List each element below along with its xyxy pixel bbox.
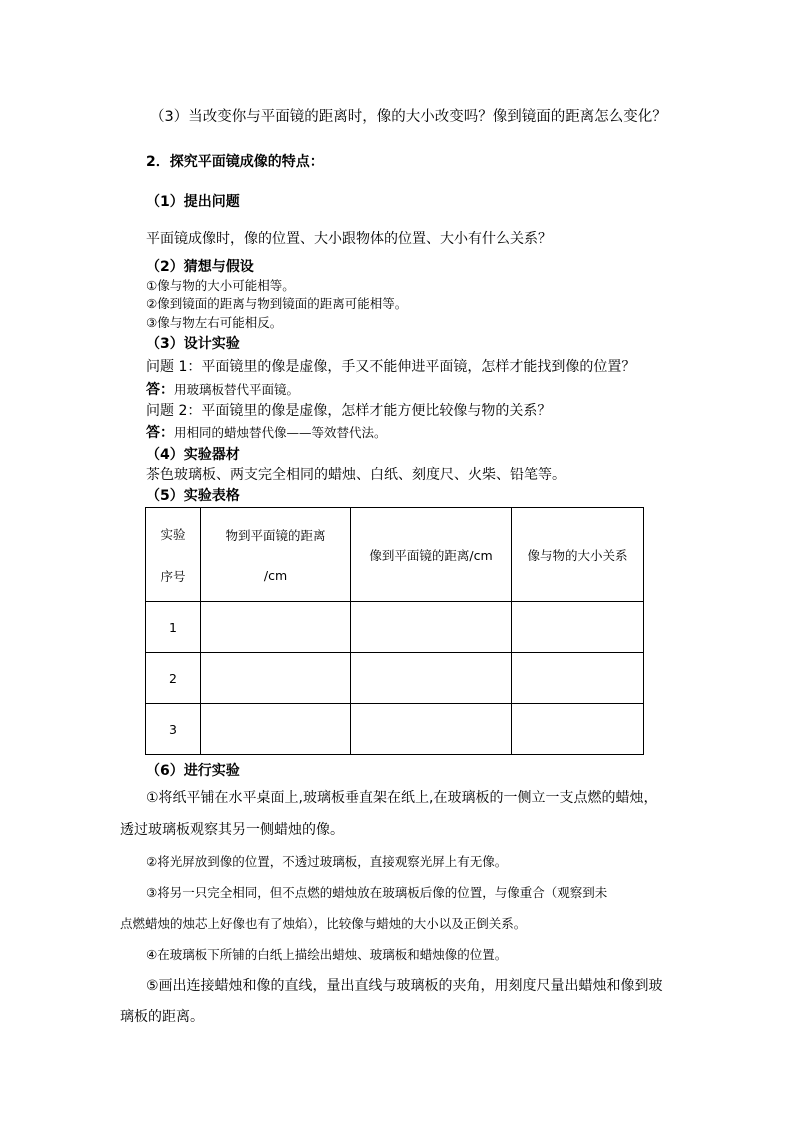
step-1-line-2: 透过玻璃板观察其另一侧蜡烛的像。 [120,822,344,838]
subsection-2-title: （2）猜想与假设 [146,259,254,275]
row-index: 2 [146,653,201,704]
step-5-line-2: 璃板的距离。 [120,1009,204,1025]
table-cell [201,704,351,755]
step-3-line-2: 点燃蜡烛的烛芯上好像也有了烛焰），比较像与蜡烛的大小以及正倒关系。 [120,916,527,931]
subsection-1-title: （1）提出问题 [146,194,240,210]
subsection-4-title: （4）实验器材 [146,447,240,463]
question-3: （3）当改变你与平面镜的距离时，像的大小改变吗？像到镜面的距离怎么变化？ [150,109,667,125]
header-index-line2: 序号 [160,568,186,584]
header-cell-image-distance: 像到平面镜的距离/cm [351,508,512,602]
header-cell-index [146,508,201,602]
step-1-line-1: ①将纸平铺在水平桌面上,玻璃板垂直架在纸上,在玻璃板的一侧立一支点燃的蜡烛， [146,790,658,806]
hypothesis-2: ②像到镜面的距离与物到镜面的距离可能相等。 [146,296,408,311]
subsection-6-title: （6）进行实验 [146,763,240,779]
hypothesis-1: ①像与物的大小可能相等。 [146,278,295,293]
step-5-line-1: ⑤画出连接蜡烛和像的直线，量出直线与玻璃板的夹角，用刻度尺量出蜡烛和像到玻 [146,978,663,994]
answer-2 [146,424,387,442]
answer-1 [146,381,299,399]
experiment-table [145,507,644,755]
header-object-distance-line2: /cm [263,568,288,583]
table-cell [512,704,644,755]
table-cell [351,704,512,755]
step-2: ②将光屏放到像的位置，不透过玻璃板，直接观察光屏上有无像。 [146,854,508,869]
step-3-line-1: ③将另一只完全相同，但不点燃的蜡烛放在玻璃板后像的位置，与像重合（观察到未 [146,885,608,900]
answer-label: 答： [146,425,174,441]
table-cell [351,602,512,653]
answer-1-text: 用玻璃板替代平面镜。 [174,382,300,397]
problem-2: 问题 2：平面镜里的像是虚像，怎样才能方便比较像与物的关系？ [146,403,552,419]
answer-label: 答： [146,382,174,398]
section-2-title: 2．探究平面镜成像的特点： [146,154,324,170]
subsection-5-title: （5）实验表格 [146,488,240,504]
row-index: 3 [146,704,201,755]
subsection-1-body: 平面镜成像时，像的位置、大小跟物体的位置、大小有什么关系？ [146,231,552,247]
table-cell [201,602,351,653]
materials: 茶色玻璃板、两支完全相同的蜡烛、白纸、刻度尺、火柴、铅笔等。 [146,467,566,483]
table-cell [351,653,512,704]
table-header-row [146,508,644,602]
problem-1: 问题 1：平面镜里的像是虚像，手又不能伸进平面镜，怎样才能找到像的位置？ [146,359,636,375]
table-cell [512,653,644,704]
table-row [146,602,644,653]
answer-2-text: 用相同的蜡烛替代像——等效替代法。 [174,425,387,440]
hypothesis-3: ③像与物左右可能相反。 [146,315,283,330]
row-index: 1 [146,602,201,653]
table-cell [201,653,351,704]
subsection-3-title: （3）设计实验 [146,336,240,352]
table-cell [512,602,644,653]
header-cell-object-distance [201,508,351,602]
step-4: ④在玻璃板下所铺的白纸上描绘出蜡烛、玻璃板和蜡烛像的位置。 [146,947,508,962]
table-row [146,653,644,704]
header-cell-size-relation: 像与物的大小关系 [512,508,644,602]
header-object-distance-line1: 物到平面镜的距离 [225,528,326,543]
table-row [146,704,644,755]
header-index-line1: 实验 [160,526,186,542]
